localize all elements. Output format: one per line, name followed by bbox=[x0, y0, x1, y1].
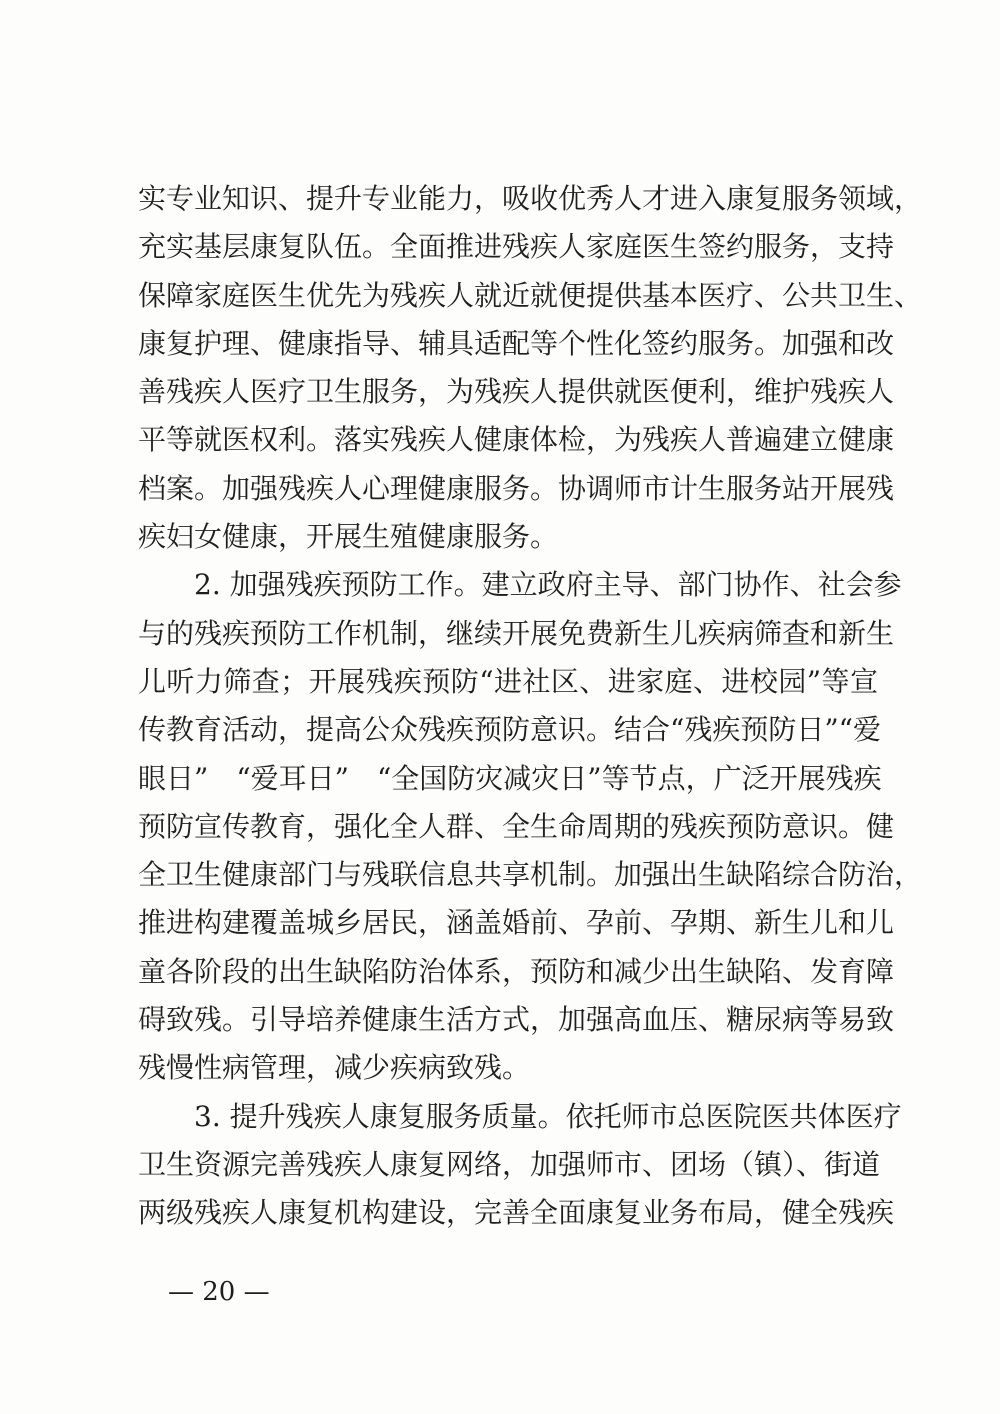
text-line: 童各阶段的出生缺陷防治体系，预防和减少出生缺陷、发育障 bbox=[138, 954, 895, 988]
text-line: 两级残疾人康复机构建设，完善全面康复业务布局，健全残疾 bbox=[138, 1196, 895, 1230]
text-line: 2. 加强残疾预防工作。建立政府主导、部门协作、社会参 bbox=[194, 568, 902, 602]
text-line: 平等就医权利。落实残疾人健康体检，为残疾人普遍建立健康 bbox=[138, 423, 895, 457]
text-line: 康复护理、健康指导、辅具适配等个性化签约服务。加强和改 bbox=[138, 326, 895, 360]
text-line: 儿听力筛查；开展残疾预防“进社区、进家庭、进校园”等宣 bbox=[138, 664, 878, 698]
text-line: 残慢性病管理，减少疾病致残。 bbox=[138, 1051, 531, 1085]
text-line: 与的残疾预防工作机制，继续开展免费新生儿疾病筛查和新生 bbox=[138, 616, 895, 650]
text-line: 善残疾人医疗卫生服务，为残疾人提供就医便利，维护残疾人 bbox=[138, 375, 895, 409]
text-line: 碍致残。引导培养健康生活方式，加强高血压、糖尿病等易致 bbox=[138, 1003, 895, 1037]
text-line: 档案。加强残疾人心理健康服务。协调师市计生服务站开展残 bbox=[138, 471, 895, 505]
text-line: 眼日” “爱耳日” “全国防灾减灾日”等节点，广泛开展残疾 bbox=[138, 761, 882, 795]
page-number: — 20 — bbox=[168, 1277, 270, 1307]
text-line: 推进构建覆盖城乡居民，涵盖婚前、孕前、孕期、新生儿和儿 bbox=[138, 906, 895, 940]
text-line: 充实基层康复队伍。全面推进残疾人家庭医生签约服务，支持 bbox=[138, 230, 895, 264]
text-line: 全卫生健康部门与残联信息共享机制。加强出生缺陷综合防治， bbox=[138, 858, 923, 892]
text-line: 预防宣传教育，强化全人群、全生命周期的残疾预防意识。健 bbox=[138, 809, 895, 843]
text-line: 传教育活动，提高公众残疾预防意识。结合“残疾预防日”“爱 bbox=[138, 713, 881, 747]
text-line: 3. 提升残疾人康复服务质量。依托师市总医院医共体医疗 bbox=[194, 1099, 902, 1133]
text-line: 疾妇女健康，开展生殖健康服务。 bbox=[138, 520, 559, 554]
text-line: 保障家庭医生优先为残疾人就近就便提供基本医疗、公共卫生、 bbox=[138, 278, 923, 312]
text-line: 卫生资源完善残疾人康复网络，加强师市、团场（镇）、街道 bbox=[138, 1147, 881, 1181]
text-line: 实专业知识、提升专业能力，吸收优秀人才进入康复服务领域， bbox=[138, 182, 923, 215]
body-text bbox=[138, 182, 923, 1246]
